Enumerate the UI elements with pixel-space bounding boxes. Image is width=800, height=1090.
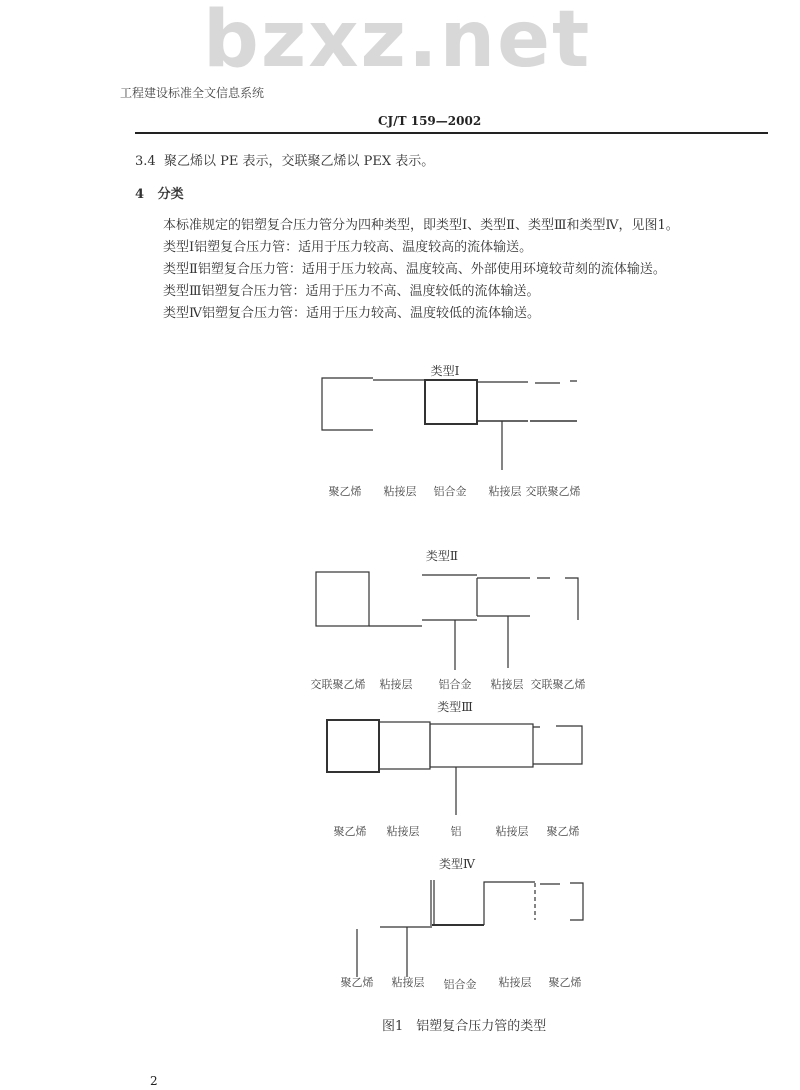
layer-label: 交联聚乙烯	[530, 678, 586, 691]
layer-label: 铝合金	[433, 485, 467, 498]
section-title: 分类	[157, 187, 184, 202]
watermark: bzxz.net	[203, 0, 592, 85]
layer-label: 铝合金	[438, 678, 472, 691]
layer-label: 交联聚乙烯	[310, 678, 366, 691]
layer-label: 铝合金	[443, 978, 477, 991]
type-1-diagram	[322, 378, 577, 470]
system-header: 工程建设标准全文信息系统	[120, 86, 265, 100]
paragraph: 类型Ⅱ铝塑复合压力管：适用于压力较高、温度较高、外部使用环境较苛刻的流体输送。	[163, 262, 666, 277]
layer-label: 粘接层	[391, 976, 425, 989]
layer-label: 聚乙烯	[546, 825, 580, 838]
layer-label: 聚乙烯	[340, 976, 374, 989]
layer-label: 粘接层	[383, 485, 417, 498]
page-number: 2	[150, 1074, 158, 1088]
layer-label: 粘接层	[495, 825, 529, 838]
type-title: 类型Ⅳ	[439, 857, 475, 871]
type-3-diagram	[327, 720, 582, 815]
paragraph: 本标准规定的铝塑复合压力管分为四种类型，即类型Ⅰ、类型Ⅱ、类型Ⅲ和类型Ⅳ，见图1。	[163, 218, 679, 233]
layer-label: 交联聚乙烯	[525, 485, 581, 498]
paragraph: 类型Ⅲ铝塑复合压力管：适用于压力不高、温度较低的流体输送。	[163, 284, 540, 299]
type-title: 类型Ⅰ	[430, 364, 460, 378]
type-4-diagram	[357, 880, 583, 977]
type-title: 类型Ⅲ	[437, 700, 473, 714]
paragraph: 类型Ⅰ铝塑复合压力管：适用于压力较高、温度较高的流体输送。	[163, 240, 533, 255]
layer-label: 粘接层	[488, 485, 522, 498]
section-number: 4	[135, 187, 145, 202]
type-title: 类型Ⅱ	[425, 549, 459, 563]
layer-label: 粘接层	[498, 976, 532, 989]
figure-caption: 图1 铝塑复合压力管的类型	[382, 1019, 547, 1034]
section-number: 3.4	[135, 154, 156, 169]
layer-label: 铝	[450, 825, 462, 838]
paragraph: 类型Ⅳ铝塑复合压力管：适用于压力较高、温度较低的流体输送。	[163, 306, 540, 321]
layer-label: 粘接层	[386, 825, 420, 838]
layer-label: 粘接层	[379, 678, 413, 691]
layer-label: 聚乙烯	[328, 485, 362, 498]
section-text: 聚乙烯以 PE 表示，交联聚乙烯以 PEX 表示。	[163, 154, 435, 169]
layer-label: 粘接层	[490, 678, 524, 691]
type-2-diagram	[316, 572, 578, 670]
layer-label: 聚乙烯	[333, 825, 367, 838]
standard-code: CJ/T 159—2002	[378, 114, 482, 128]
layer-label: 聚乙烯	[548, 976, 582, 989]
